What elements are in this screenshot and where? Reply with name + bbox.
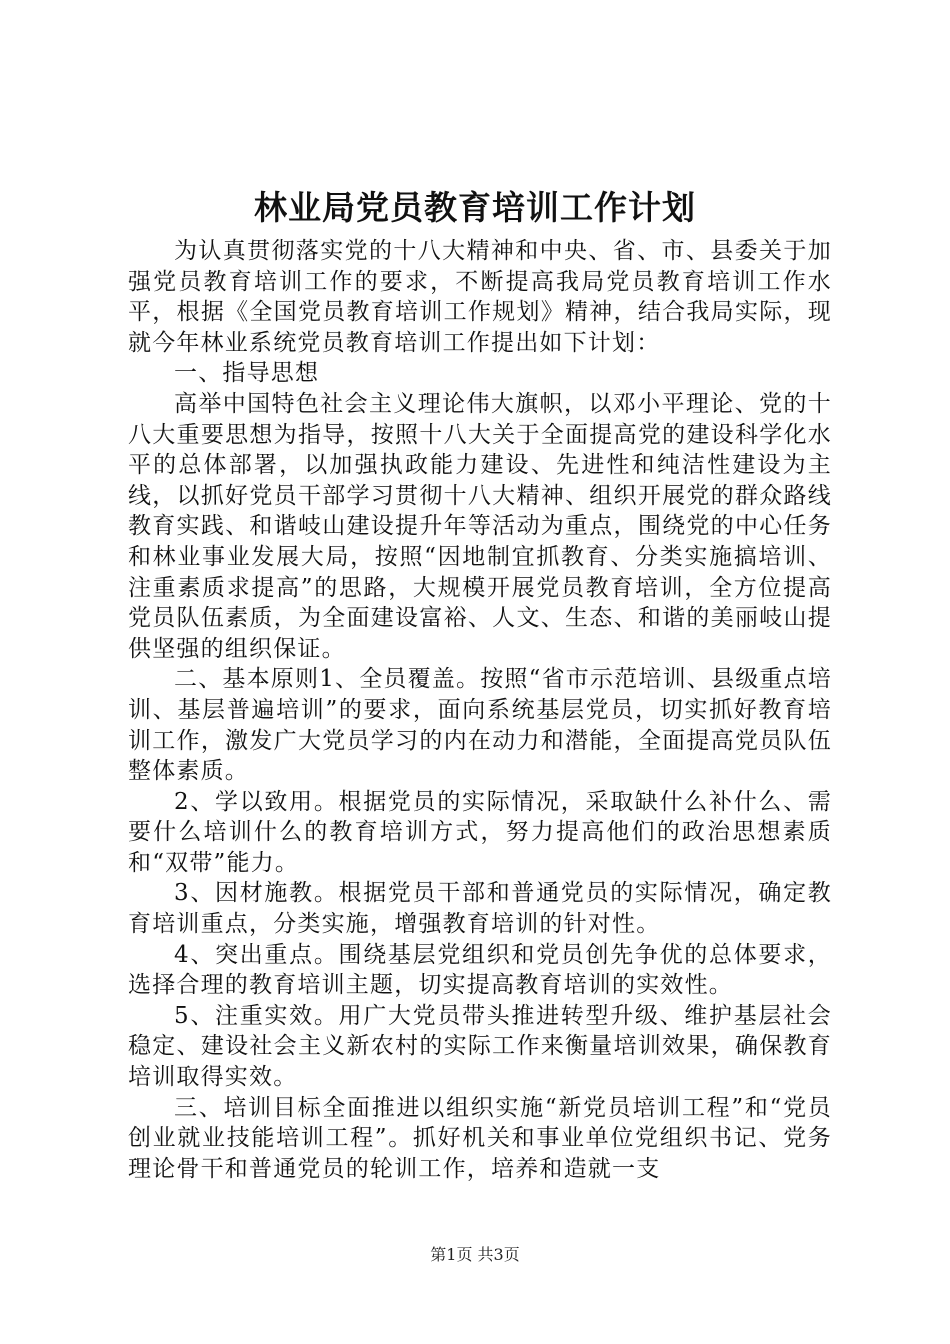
document-title: 林业局党员教育培训工作计划 <box>254 188 696 227</box>
document-body <box>128 236 832 1184</box>
paragraph-principle-5: 5、注重实效。用广大党员带头推进转型升级、维护基层社会稳定、建设社会主义新农村的实际工作来衡量培训效果，确保教育培训取得实效。 <box>128 1002 832 1091</box>
paragraph-intro: 为认真贯彻落实党的十八大精神和中央、省、市、县委关于加强党员教育培训工作的要求，不断提高我局党员教育培训工作水平，根据《全国党员教育培训工作规划》精神，结合我局实际，现就今年林业系统党员教育培训工作提出如下计划： <box>128 238 832 356</box>
paragraph-training-goals: 三、培训目标全面推进以组织实施“新党员培训工程”和“党员创业就业技能培训工程”。抓好机关和事业单位党组织书记、党务理论骨干和普通党员的轮训工作，培养和造就一支 <box>128 1094 832 1182</box>
page-number-footer: 第1页 共3页 <box>430 1245 520 1264</box>
paragraph-principle-3: 3、因材施教。根据党员干部和普通党员的实际情况，确定教育培训重点，分类实施，增强教育培训的针对性。 <box>128 880 832 938</box>
paragraph-principle-2: 2、学以致用。根据党员的实际情况，采取缺什么补什么、需要什么培训什么的教育培训方式，努力提高他们的政治思想素质和“双带”能力。 <box>128 788 832 876</box>
paragraph-guiding-thought: 高举中国特色社会主义理论伟大旗帜，以邓小平理论、党的十八大重要思想为指导，按照十八大关于全面提高党的建设科学化水平的总体部署，以加强执政能力建设、先进性和纯洁性建设为主线，以抓好党员干部学习贯彻十八大精神、组织开展党的群众路线教育实践、和谐岐山建设提升年等活动为重点，围绕党的中心任务和林业事业发展大局，按照“因地制宜抓教育、分类实施搞培训、注重素质求提高”的思路，大规模开展党员教育培训，全方位提高党员队伍素质，为全面建设富裕、人文、生态、和谐的美丽岐山提供坚强的组织保证。 <box>128 390 832 662</box>
section-heading-guiding-thought: 一、指导思想 <box>174 360 320 387</box>
paragraph-basic-principles: 二、基本原则1、全员覆盖。按照“省市示范培训、县级重点培训、基层普遍培训”的要求，面向系统基层党员，切实抓好教育培训工作，激发广大党员学习的内在动力和潜能，全面提高党员队伍整体素质。 <box>128 666 832 785</box>
paragraph-principle-4: 4、突出重点。围绕基层党组织和党员创先争优的总体要求，选择合理的教育培训主题，切实提高教育培训的实效性。 <box>128 941 832 999</box>
